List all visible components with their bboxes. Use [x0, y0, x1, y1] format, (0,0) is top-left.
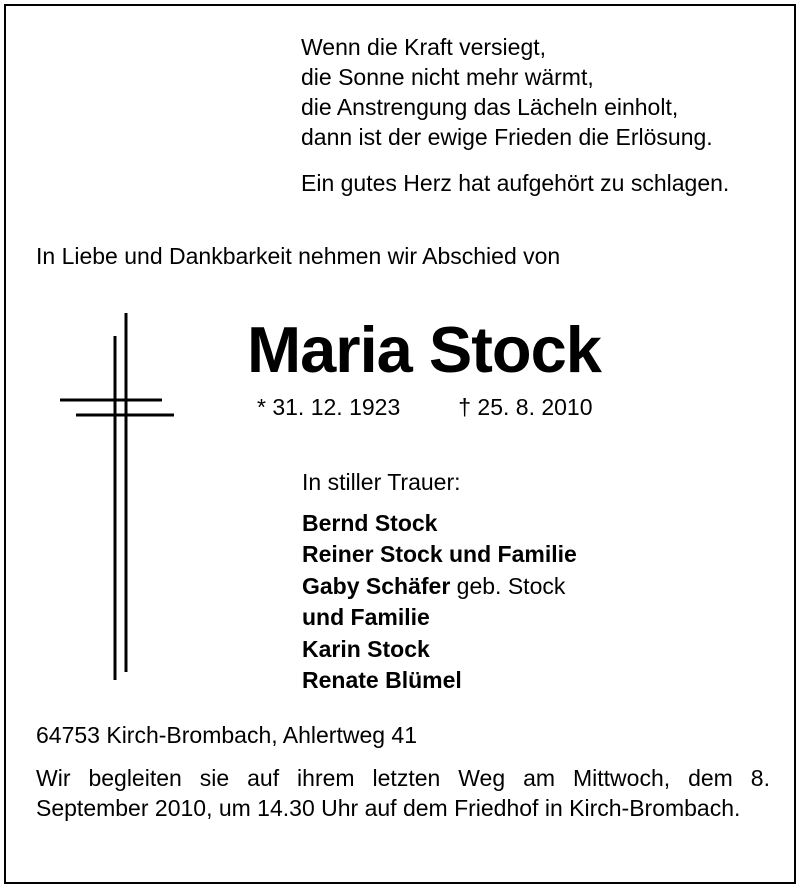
mourner-name: Reiner Stock und Familie [302, 541, 577, 568]
poem-line: Wenn die Kraft versiegt, [301, 34, 547, 60]
memorial-poem [301, 32, 713, 152]
death-date: † 25. 8. 2010 [458, 394, 593, 420]
poem-line: die Anstrengung das Lächeln einholt, [301, 94, 679, 120]
mourner-entry [302, 539, 577, 570]
family-address: 64753 Kirch-Brombach, Ahlertweg 41 [36, 722, 417, 748]
mourning-label: In stiller Trauer: [302, 469, 461, 495]
mourner-name: Renate Blümel [302, 667, 462, 694]
mourner-entry [302, 665, 577, 696]
birth-date: * 31. 12. 1923 [257, 394, 401, 420]
funeral-notice: Wir begleiten sie auf ihrem letzten Weg am Mittwoch, dem 8. September 2010, um 14.30 Uhr auf dem Friedhof in Kirch-Brombach. [36, 765, 770, 821]
poem-line: die Sonne nicht mehr wärmt, [301, 64, 594, 90]
mourner-entry [302, 602, 577, 633]
cross-icon [6, 6, 206, 686]
deceased-name: Maria Stock [247, 313, 601, 386]
mourner-entry [302, 571, 577, 602]
mourner-name: Bernd Stock [302, 510, 438, 536]
life-dates [257, 392, 593, 422]
mourner-name: Gaby Schäfer [302, 572, 451, 599]
mourner-name: und Familie [302, 604, 430, 631]
mourner-entry [302, 508, 577, 539]
mourners-list [302, 508, 577, 696]
poem-closing-line: Ein gutes Herz hat aufgehört zu schlagen. [301, 170, 730, 196]
obituary-notice [4, 4, 796, 884]
mourner-entry [302, 634, 577, 665]
mourner-name: Karin Stock [302, 635, 430, 662]
poem-line: dann ist der ewige Frieden die Erlösung. [301, 124, 713, 150]
farewell-intro: In Liebe und Dankbarkeit nehmen wir Abschied von [36, 243, 561, 269]
mourner-suffix: geb. Stock [450, 572, 566, 599]
